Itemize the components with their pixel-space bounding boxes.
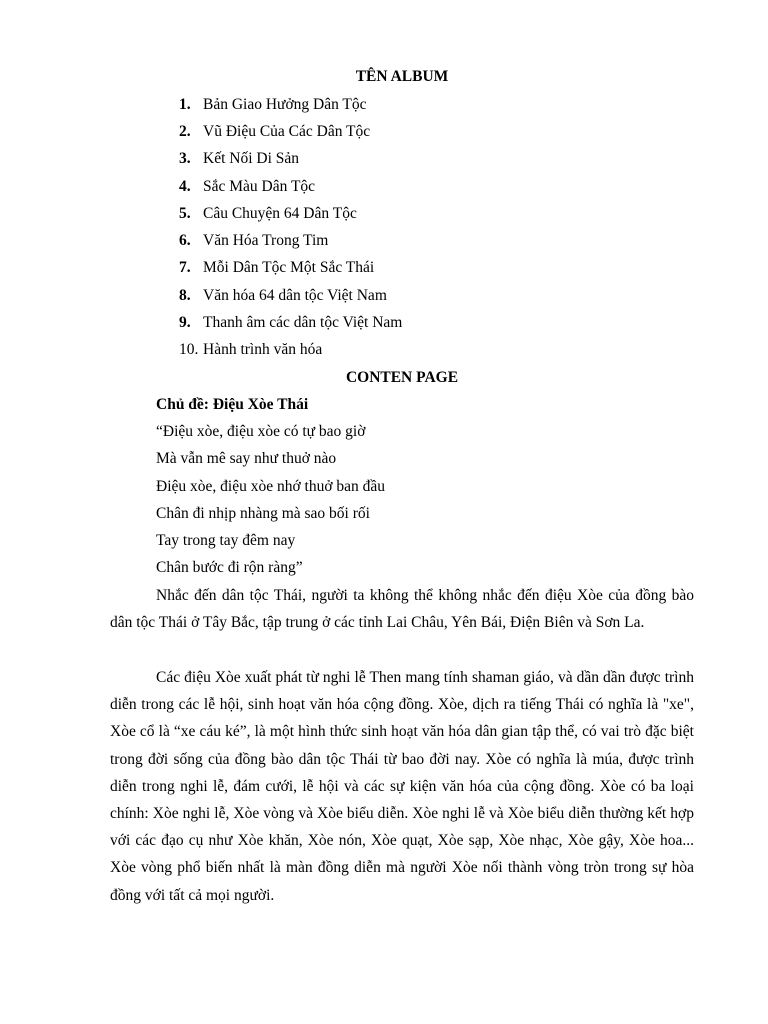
content-heading: CONTEN PAGE — [345, 369, 459, 386]
poem-line: Tay trong tay đêm nay — [156, 532, 296, 549]
poem-line: Chân bước đi rộn ràng” — [156, 559, 303, 576]
album-item — [179, 149, 299, 169]
album-item — [179, 231, 328, 251]
poem-line: “Điệu xòe, điệu xòe có tự bao giờ — [156, 423, 366, 440]
body-paragraph: Nhắc đến dân tộc Thái, người ta không thể không nhắc đến điệu Xòe của đồng bào dân tộc Thái ở Tây Bắc, tập trung ở các tỉnh Lai Châu, Yên Bái, Điện Biên và Sơn La. — [110, 587, 694, 632]
album-item-number: 10. — [179, 341, 199, 358]
album-item-title: Mỗi Dân Tộc Một Sắc Thái — [203, 259, 375, 276]
album-item-title: Hành trình văn hóa — [203, 341, 323, 358]
album-item-title: Thanh âm các dân tộc Việt Nam — [203, 314, 403, 331]
album-item-number: 8. — [179, 287, 191, 304]
album-item-title: Kết Nối Di Sản — [203, 150, 300, 167]
album-item-title: Sắc Màu Dân Tộc — [203, 178, 316, 195]
album-item — [179, 286, 387, 306]
album-item-number: 4. — [179, 178, 191, 195]
album-item — [179, 313, 402, 333]
poem-line: Điệu xòe, điệu xòe nhớ thuở ban đầu — [156, 478, 386, 495]
album-item — [179, 177, 315, 197]
album-item — [179, 204, 357, 224]
poem-line: Chân đi nhịp nhàng mà sao bối rối — [156, 505, 370, 522]
album-item-number: 6. — [179, 232, 191, 249]
album-item-title: Văn Hóa Trong Tim — [203, 232, 329, 249]
album-item-title: Câu Chuyện 64 Dân Tộc — [203, 205, 357, 222]
album-item — [179, 122, 370, 142]
album-item-number: 2. — [179, 123, 191, 140]
album-heading: TÊN ALBUM — [355, 68, 449, 85]
album-item-title: Bản Giao Hưởng Dân Tộc — [203, 96, 367, 113]
album-item — [179, 258, 374, 278]
album-item-number: 7. — [179, 259, 191, 276]
album-item-number: 5. — [179, 205, 191, 222]
album-item-number: 1. — [179, 96, 191, 113]
poem-line: Mà vẫn mê say như thuở nào — [156, 450, 337, 467]
album-item — [179, 340, 322, 360]
album-item — [179, 95, 367, 115]
album-item-title: Văn hóa 64 dân tộc Việt Nam — [203, 287, 387, 304]
album-item-title: Vũ Điệu Của Các Dân Tộc — [203, 123, 371, 140]
album-item-number: 9. — [179, 314, 191, 331]
topic-heading: Chủ đề: Điệu Xòe Thái — [156, 396, 309, 413]
body-paragraph: Các điệu Xòe xuất phát từ nghi lễ Then mang tính shaman giáo, và dần dần được trình diễn trong các lễ hội, sinh hoạt văn hóa cộng đồng. Xòe, dịch ra tiếng Thái có nghĩa là "xe", Xòe cổ là “xe cáu ké”, là một hình thức sinh hoạt văn hóa dân gian tập thể, có vai trò đặc biệt trong đời sống của đồng bào dân tộc Thái từ bao đời nay. Xòe có nghĩa là múa, được trình diễn trong nghi lễ, đám cưới, lễ hội và các sự kiện văn hóa của cộng đồng. Xòe có ba loại chính: Xòe nghi lễ, Xòe vòng và Xòe biểu diễn. Xòe nghi lễ và Xòe biểu diễn thường kết hợp với các đạo cụ như Xòe khăn, Xòe nón, Xòe quạt, Xòe sạp, Xòe nhạc, Xòe gậy, Xòe hoa... Xòe vòng phổ biến nhất là màn đồng diễn mà người Xòe nối thành vòng tròn trong sự hòa đồng với tất cả mọi người. — [110, 669, 694, 904]
album-item-number: 3. — [179, 150, 191, 167]
